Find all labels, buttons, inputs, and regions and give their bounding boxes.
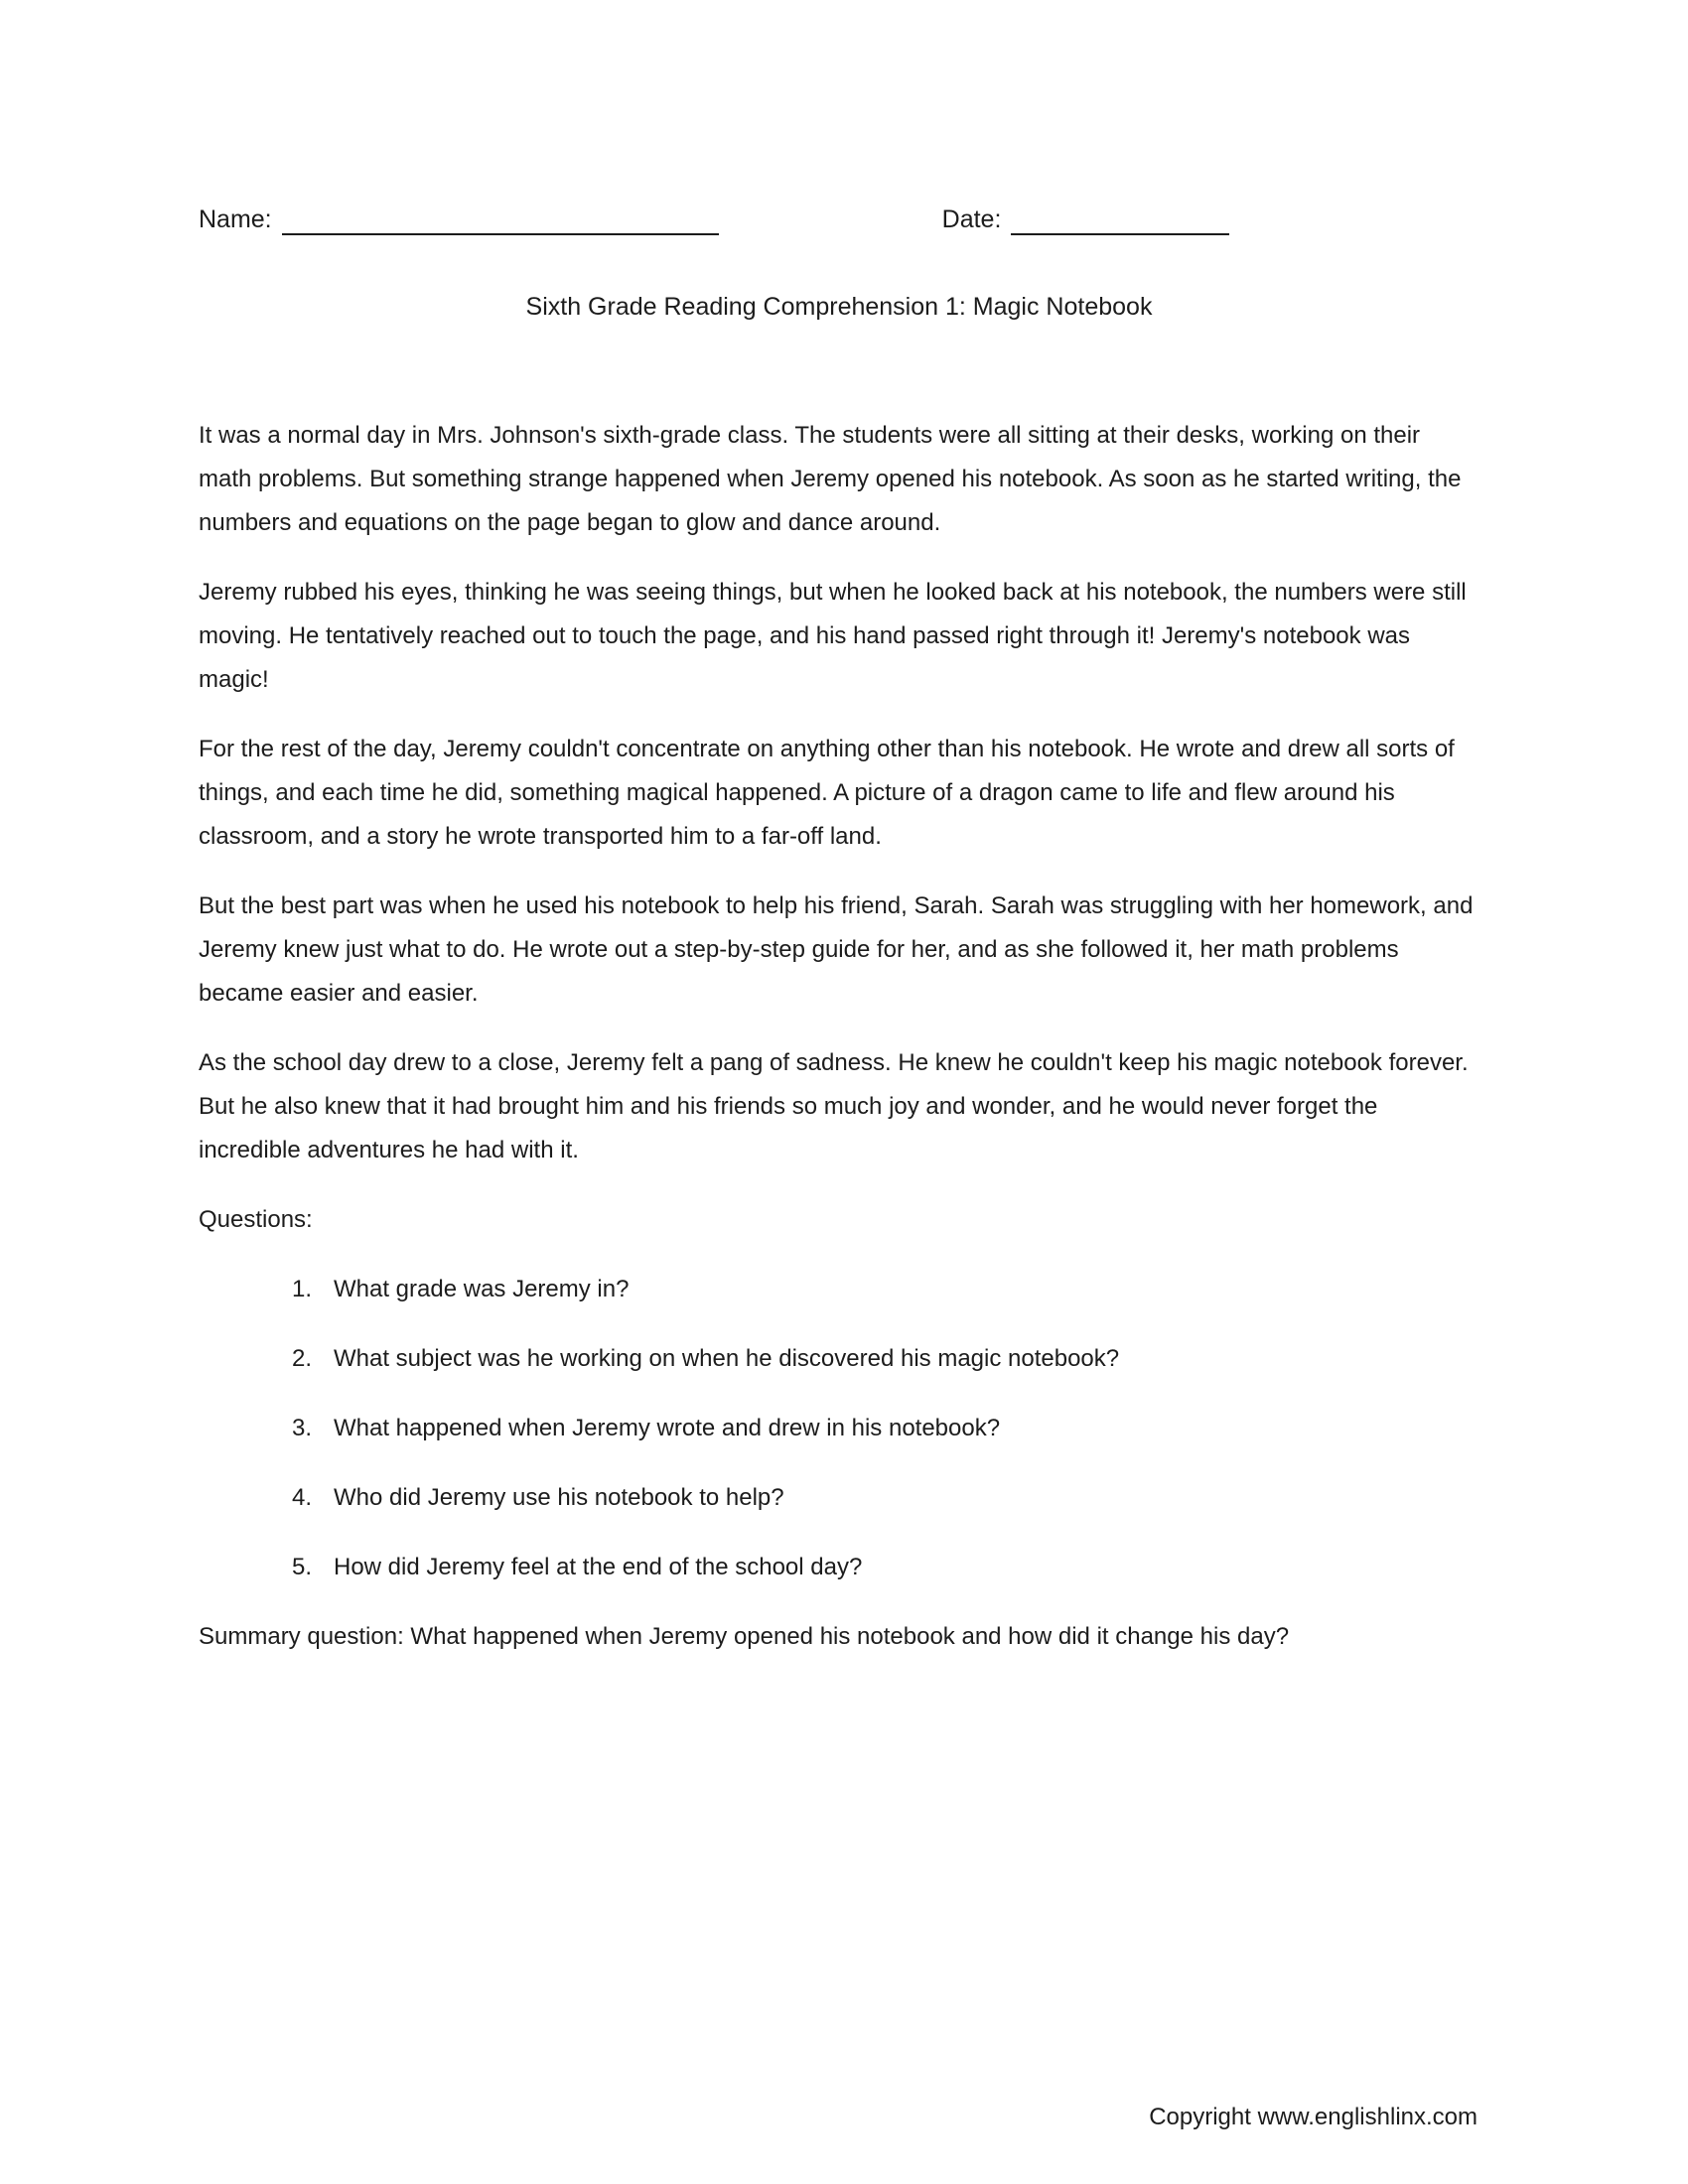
story-paragraph-5: As the school day drew to a close, Jeremy felt a pang of sadness. He knew he couldn't keep his magic notebook forever. But he also knew that it had brought him and his friends so much joy and wonder, and he would never forget the incredible adventures he had with it. — [199, 1049, 1469, 1163]
questions-heading: Questions: — [199, 1206, 313, 1233]
question-number: 5. — [292, 1554, 313, 1580]
footer-copyright: Copyright www.englishlinx.com — [1149, 2104, 1477, 2130]
worksheet-title: Sixth Grade Reading Comprehension 1: Magic Notebook — [525, 293, 1153, 321]
question-text: What subject was he working on when he discovered his magic notebook? — [334, 1345, 1120, 1372]
questions-list — [199, 1268, 1479, 1589]
question-text: How did Jeremy feel at the end of the school day? — [334, 1554, 863, 1580]
name-blank-line — [282, 209, 719, 235]
question-item-3 — [292, 1407, 1479, 1450]
date-label: Date: — [941, 205, 1002, 233]
question-item-1 — [292, 1268, 1479, 1311]
question-number: 2. — [292, 1345, 313, 1372]
date-blank-line — [1011, 209, 1229, 235]
question-item-5 — [292, 1546, 1479, 1589]
question-item-4 — [292, 1476, 1479, 1520]
story-paragraph-3: For the rest of the day, Jeremy couldn't concentrate on anything other than his notebook. He wrote and drew all sorts of things, and each time he did, something magical happened. A picture of a dragon came to life and flew around his classroom, and a story he wrote transported him to a far-off land. — [199, 736, 1455, 850]
header — [199, 204, 1479, 235]
date-field — [942, 204, 1230, 235]
question-item-2 — [292, 1337, 1479, 1381]
question-number: 3. — [292, 1415, 313, 1441]
summary-question: Summary question: What happened when Jeremy opened his notebook and how did it change his day? — [199, 1623, 1290, 1650]
story-paragraph-4: But the best part was when he used his notebook to help his friend, Sarah. Sarah was struggling with her homework, and Jeremy knew just what to do. He wrote out a step-by-step guide for her, and as she followed it, her math problems became easier and easier. — [199, 892, 1474, 1007]
name-label: Name: — [199, 205, 272, 233]
story-body — [199, 414, 1479, 1659]
question-text: Who did Jeremy use his notebook to help? — [334, 1484, 784, 1511]
name-field — [199, 204, 719, 235]
question-text: What grade was Jeremy in? — [334, 1276, 630, 1302]
question-text: What happened when Jeremy wrote and drew in his notebook? — [334, 1415, 1001, 1441]
question-number: 4. — [292, 1484, 313, 1511]
story-paragraph-2: Jeremy rubbed his eyes, thinking he was seeing things, but when he looked back at his notebook, the numbers were still moving. He tentatively reached out to touch the page, and his hand passed right through it! Jeremy's notebook was magic! — [199, 579, 1467, 693]
story-paragraph-1: It was a normal day in Mrs. Johnson's sixth-grade class. The students were all sitting at their desks, working on their math problems. But something strange happened when Jeremy opened his notebook. As soon as he started writing, the numbers and equations on the page began to glow and dance around. — [199, 422, 1462, 536]
question-number: 1. — [292, 1276, 313, 1302]
